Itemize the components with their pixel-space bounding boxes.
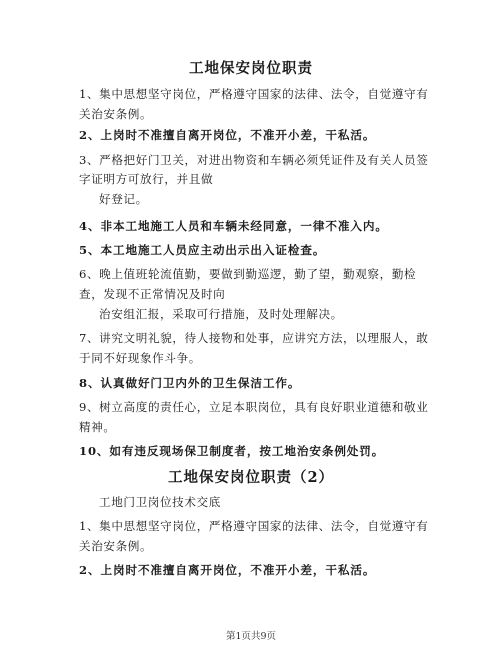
subtitle: 工地门卫岗位技术交底 xyxy=(99,495,221,509)
item-9-line-2: 精神。 xyxy=(79,420,116,434)
b-item-2: 2、上岗时不准擅自离开岗位，不准开小差，干私活。 xyxy=(79,563,376,577)
item-6-line-2: 查，发现不正常情况及时向 xyxy=(79,287,226,301)
page-footer: 第1页共9页 xyxy=(225,631,277,642)
item-5: 5、本工地施工人员应主动出示出入证检查。 xyxy=(79,243,326,257)
item-8: 8、认真做好门卫内外的卫生保洁工作。 xyxy=(79,376,301,390)
item-6-line-3: 治安组汇报，采取可行措施，及时处理解决。 xyxy=(99,307,343,321)
item-3-line-3: 好登记。 xyxy=(99,192,148,206)
item-2: 2、上岗时不准擅自离开岗位，不准开小差，干私活。 xyxy=(79,128,376,142)
item-7-line-2: 于同不好现象作斗争。 xyxy=(79,351,201,365)
item-6-line-1: 6、晚上值班轮流值勤，要做到勤巡逻，勤了望，勤观察，勤检 xyxy=(79,267,417,281)
item-3-line-2: 字证明方可放行，并且做 xyxy=(79,172,214,186)
item-4: 4、非本工地施工人员和车辆未经同意，一律不准入内。 xyxy=(79,219,388,233)
item-1-line-2: 关治安条例。 xyxy=(79,107,153,121)
item-9-line-1: 9、树立高度的责任心，立足本职岗位，具有良好职业道德和敬业 xyxy=(79,400,429,414)
title-1: 工地保安岗位职责 xyxy=(189,60,313,77)
item-10: 10、如有违反现场保卫制度者，按工地治安条例处罚。 xyxy=(79,444,385,458)
b-item-1-line-2: 关治安条例。 xyxy=(79,539,153,553)
item-7-line-1: 7、讲究文明礼貌，待人接物和处事，应讲究方法，以理服人，敢 xyxy=(79,331,429,345)
title-2: 工地保安岗位职责（2） xyxy=(167,469,335,486)
item-1-line-1: 1、集中思想坚守岗位，严格遵守国家的法律、法令，自觉遵守有 xyxy=(79,87,429,101)
b-item-1-line-1: 1、集中思想坚守岗位，严格遵守国家的法律、法令，自觉遵守有 xyxy=(79,519,429,533)
item-3-line-1: 3、严格把好门卫关，对进出物资和车辆必须凭证件及有关人员签 xyxy=(79,153,429,167)
